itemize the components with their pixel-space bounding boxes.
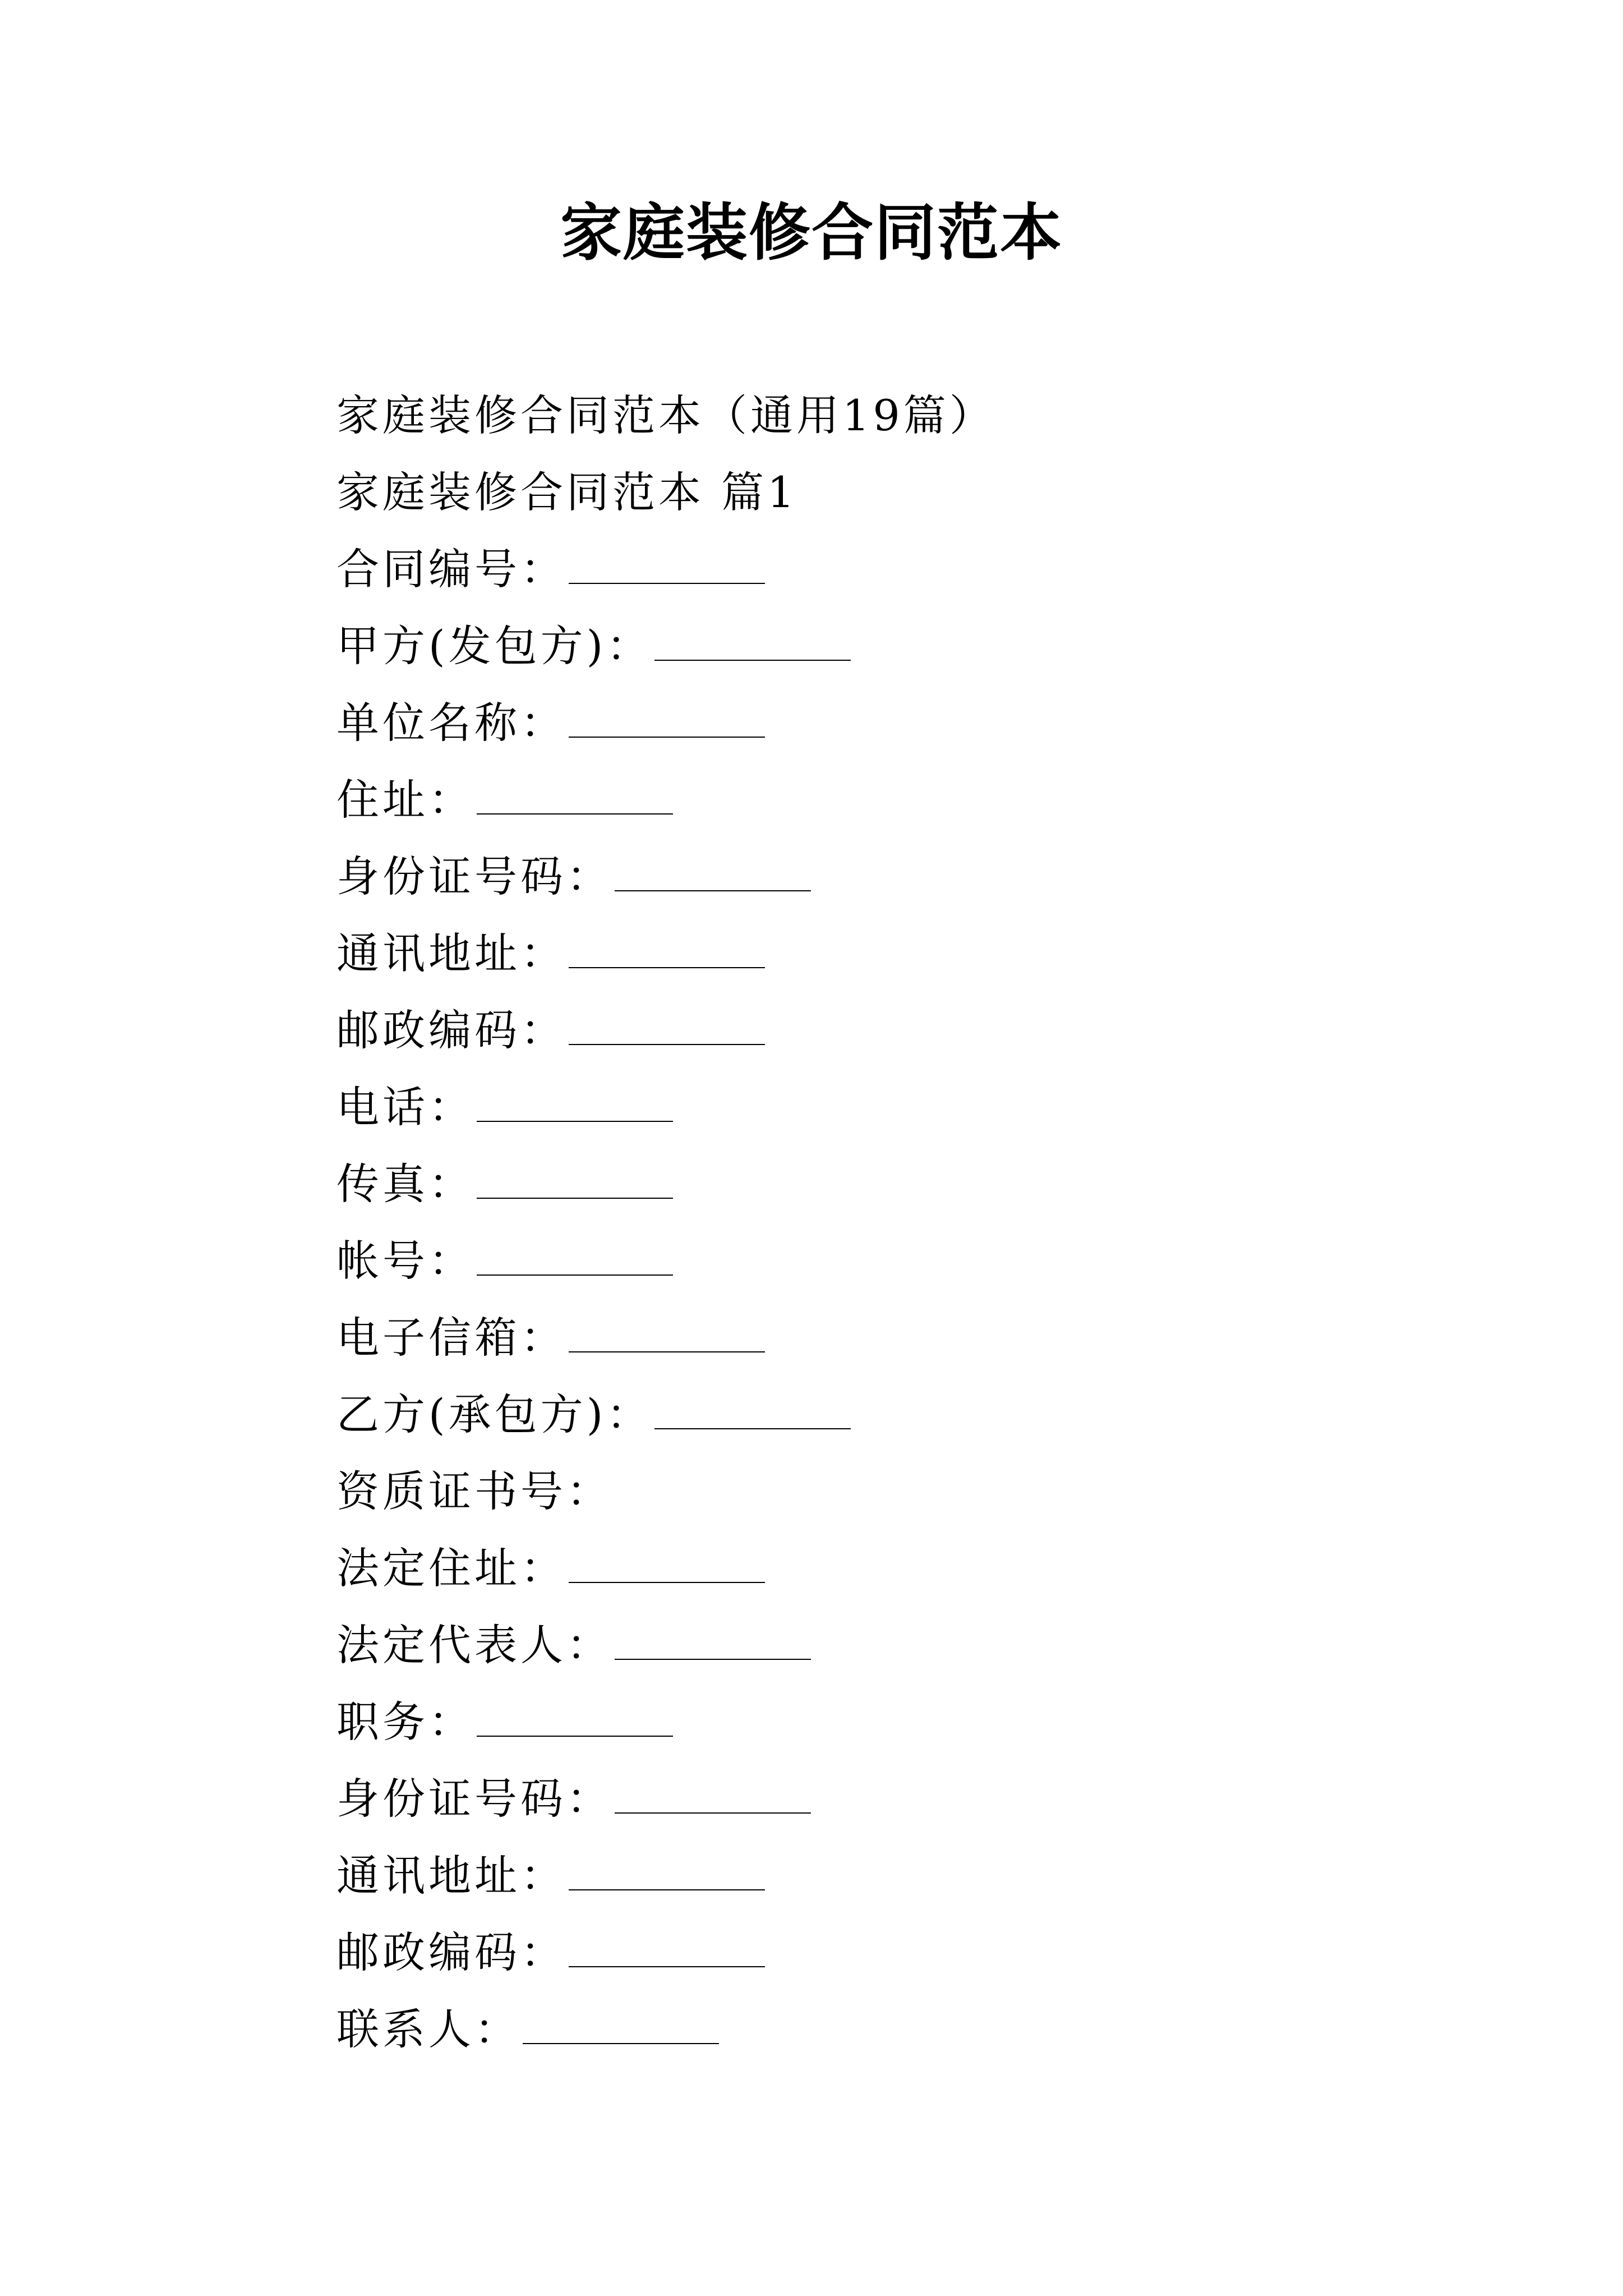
document-body [336, 377, 1514, 2068]
field-postal-code-a [336, 992, 1514, 1069]
field-label: 法定住址： [336, 1543, 566, 1593]
fill-blank [615, 1625, 811, 1660]
field-label: 通讯地址： [336, 1851, 566, 1901]
field-label: 邮政编码： [336, 1005, 566, 1055]
fill-blank [654, 626, 851, 661]
field-label: 传真： [336, 1159, 474, 1209]
field-contract-number [336, 531, 1514, 608]
field-label: 单位名称： [336, 698, 566, 748]
field-party-b [336, 1376, 1514, 1453]
field-label: 身份证号码： [336, 852, 612, 901]
field-address [336, 761, 1514, 838]
field-label: 联系人： [336, 2004, 520, 2054]
field-mailing-address-a [336, 915, 1514, 992]
fill-blank [569, 703, 765, 738]
field-mailing-address-b [336, 1837, 1514, 1914]
field-party-a [336, 608, 1514, 684]
field-postal-code-b [336, 1914, 1514, 1991]
fill-blank [569, 1856, 765, 1890]
fill-blank [569, 933, 765, 968]
field-label: 电子信箱： [336, 1313, 566, 1363]
fill-blank [477, 1087, 673, 1122]
field-email [336, 1299, 1514, 1376]
section-heading: 家庭装修合同范本 篇1 [336, 467, 798, 517]
field-label: 通讯地址： [336, 928, 566, 978]
fill-blank [615, 1779, 811, 1814]
field-phone [336, 1069, 1514, 1145]
fill-blank [477, 1164, 673, 1199]
fill-blank [569, 1932, 765, 1967]
field-fax [336, 1145, 1514, 1222]
field-label: 甲方(发包方)： [336, 621, 653, 671]
field-legal-representative [336, 1607, 1514, 1683]
field-label: 住址： [336, 775, 474, 825]
fill-blank [569, 1318, 765, 1352]
fill-blank [569, 549, 765, 584]
field-contact-person [336, 1991, 1514, 2068]
document-title: 家庭装修合同范本 [560, 196, 1063, 269]
fill-blank [654, 1395, 851, 1429]
document-subtitle: 家庭装修合同范本（通用19篇） [336, 390, 995, 440]
field-label: 身份证号码： [336, 1774, 612, 1824]
fill-blank [569, 1010, 765, 1045]
fill-blank [523, 2009, 719, 2044]
field-label: 合同编号： [336, 544, 566, 594]
field-label: 乙方(承包方)： [336, 1389, 653, 1439]
field-label: 电话： [336, 1082, 474, 1132]
field-label: 职务： [336, 1697, 474, 1747]
field-label: 帐号： [336, 1236, 474, 1286]
fill-blank [569, 1548, 765, 1583]
field-position [336, 1683, 1514, 1760]
field-account [336, 1222, 1514, 1299]
field-label: 资质证书号： [336, 1466, 612, 1516]
field-id-number-a [336, 838, 1514, 915]
field-id-number-b [336, 1760, 1514, 1837]
field-qualification-cert [336, 1453, 1514, 1530]
field-label: 法定代表人： [336, 1620, 612, 1670]
field-unit-name [336, 684, 1514, 761]
fill-blank [477, 780, 673, 815]
fill-blank [477, 1702, 673, 1737]
fill-blank [477, 1241, 673, 1276]
fill-blank [615, 857, 811, 891]
field-legal-address [336, 1530, 1514, 1607]
field-label: 邮政编码： [336, 1927, 566, 1977]
